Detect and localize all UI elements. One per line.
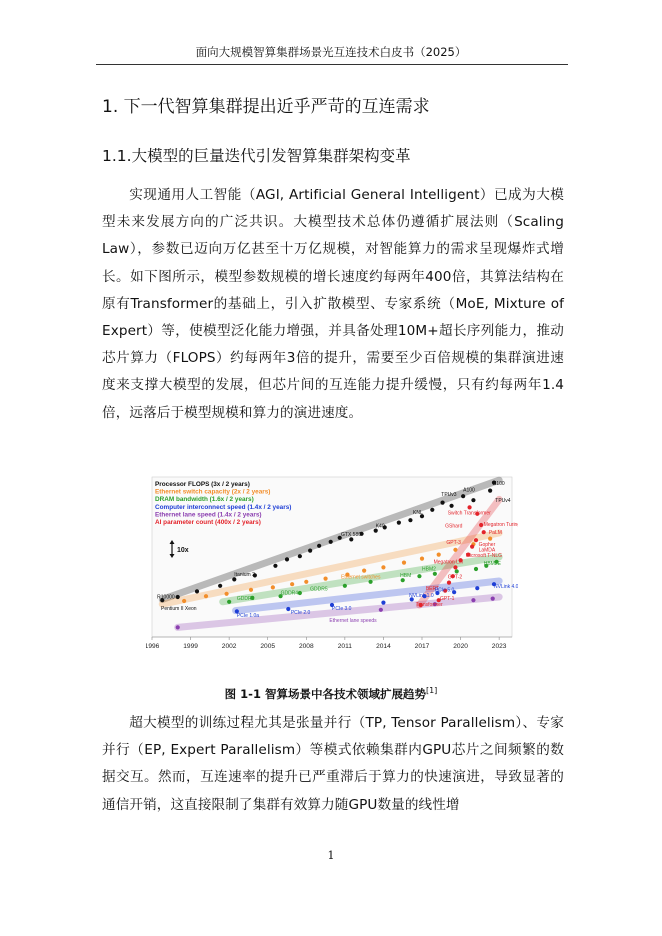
x-tick-label: 2011 — [337, 643, 352, 650]
x-tick-label: 2017 — [414, 643, 430, 650]
data-point — [402, 561, 406, 565]
point-label: BERT — [425, 585, 440, 592]
point-label: NVLink 1.0 — [409, 593, 434, 599]
data-point — [271, 585, 275, 589]
legend-entry: Ethernet switch capacity (2x / 2 years) — [155, 488, 271, 496]
point-label: TPUv3 — [441, 492, 457, 499]
legend-entry: Ethernet lane speed (1.4x / 2 years) — [155, 511, 262, 519]
x-tick-label: 1996 — [146, 643, 160, 650]
data-point — [437, 553, 441, 557]
point-label: GPT-2 — [447, 574, 463, 581]
point-label: PCIe 2.0 — [290, 609, 311, 616]
point-label: PaLM — [488, 529, 502, 536]
figure-chart — [146, 475, 518, 660]
point-label: NVLink 4.0 — [494, 584, 518, 591]
trend-chart — [146, 475, 518, 660]
data-point — [474, 538, 478, 542]
data-point — [204, 594, 208, 598]
point-label: PCIe 5.0 — [434, 587, 455, 594]
point-label: GPT-1 — [440, 596, 455, 603]
data-point — [195, 589, 199, 593]
data-point — [488, 489, 492, 493]
page-number: 1 — [327, 849, 335, 862]
point-label: K40 — [375, 523, 385, 530]
data-point — [286, 607, 290, 611]
data-point — [381, 601, 385, 605]
data-point — [224, 592, 228, 596]
data-point — [323, 577, 327, 581]
point-label: HBM — [400, 573, 412, 579]
data-point — [176, 625, 180, 629]
x-tick-label: 2005 — [260, 643, 276, 650]
x-tick-label: 2014 — [376, 643, 391, 650]
x-tick-label: 2002 — [221, 643, 237, 650]
point-label: Megatron Turing — [483, 521, 518, 528]
paragraph-1 — [102, 182, 564, 427]
point-label: Gopher — [478, 541, 496, 548]
point-label: Microsoft T-NLG — [465, 553, 503, 559]
running-header: 面向大规模智算集群场景光互连技术白皮书（2025） — [195, 45, 467, 59]
data-point — [488, 537, 492, 541]
point-label: Pentium II Xeon — [161, 605, 197, 612]
point-label: Itanium 2 — [234, 572, 255, 579]
point-label: Switch Transformer — [447, 510, 491, 517]
section-heading: 1. 下一代智算集群提出近乎严苛的互连需求 — [102, 97, 430, 117]
point-label: H100 — [492, 481, 505, 487]
data-point — [329, 540, 333, 544]
subsection-heading: 1.1.大模型的巨量迭代引发智算集群架构变革 — [102, 147, 411, 165]
data-point — [182, 599, 186, 603]
point-label: GTX 580 — [341, 532, 362, 539]
figure-caption — [0, 686, 662, 702]
data-point — [440, 501, 444, 505]
data-point — [482, 530, 486, 534]
x-tick-label: 1999 — [183, 643, 198, 650]
point-label: PCIe 3.0 — [332, 605, 352, 612]
legend-entry: AI parameter count (400x / 2 years) — [155, 519, 261, 526]
data-point — [455, 569, 459, 573]
data-point — [475, 586, 479, 590]
data-point — [430, 508, 434, 512]
data-point — [420, 557, 424, 561]
point-label: KNL — [413, 509, 423, 516]
scale-marker-label: 10x — [177, 547, 189, 554]
point-label: Megatron LM — [433, 559, 464, 566]
data-point — [362, 569, 366, 573]
point-label: GDDR5 — [310, 586, 328, 593]
point-label: R10000 — [157, 594, 175, 601]
data-point — [417, 574, 421, 578]
data-point — [249, 588, 253, 592]
data-point — [379, 608, 383, 612]
data-point — [474, 567, 478, 571]
data-point — [298, 554, 302, 558]
data-point — [397, 521, 401, 525]
data-point — [308, 549, 312, 553]
data-point — [447, 581, 451, 585]
data-point — [491, 597, 495, 601]
data-point — [471, 498, 475, 502]
data-point — [343, 584, 347, 588]
data-point — [304, 580, 308, 584]
legend-entry: Processor FLOPS (3x / 2 years) — [155, 481, 250, 488]
paragraph-2 — [102, 710, 564, 819]
legend-entry: DRAM bandwidth (1.6x / 2 years) — [155, 496, 254, 504]
point-label: GDDR3 — [236, 596, 255, 603]
data-point — [453, 565, 457, 569]
point-label: GShard — [445, 523, 463, 530]
point-label: Transformer — [415, 601, 443, 608]
paragraph-1-text: 实现通用人工智能（AGI, Artificial General Intelligent）已成为大模型未来发展方向的广泛共识。大模型技术总体仍遵循扩展法则（Scaling Law），参数已迈向万亿甚至十万亿规模，对智能算力的需求呈现爆炸式增长。如下图所示，模型参数规模的增长速度约每两年400倍，其算法结构在原有Transformer的基础上，引入扩散模型、专家系统（MoE, Mixture of Expert）等，使模型泛化能力增强，并具备处理10M+超长序列能力，推动芯片算力（FLOPS）约每两年3倍的提升，需要至少百倍规模的集群演进速度来支撑大模型的发展，但芯片间的互连能力提升缓慢，只有约每两年1.4倍，远落后于模型规模和算力的演进速度。 — [102, 187, 564, 421]
data-point — [471, 598, 475, 602]
data-point — [453, 548, 457, 552]
data-point — [470, 545, 474, 549]
point-label: Ethernet switches — [341, 574, 381, 581]
x-tick-label: 2020 — [453, 643, 468, 650]
data-point — [479, 523, 483, 527]
data-point — [218, 584, 222, 588]
figure-caption-ref: [1] — [425, 686, 438, 696]
point-label: Ethernet lane speeds — [329, 617, 377, 624]
x-tick-label: 2023 — [491, 643, 507, 650]
figure-caption-text: 图 1-1 智算场景中各技术领域扩展趋势 — [224, 687, 426, 701]
data-point — [176, 595, 180, 599]
data-point — [317, 544, 321, 548]
data-point — [227, 600, 231, 604]
point-label: HBM2 — [422, 566, 436, 573]
data-point — [408, 518, 412, 522]
point-label: A100 — [463, 487, 475, 494]
legend-entry: Computer interconnect speed (1.4x / 2 years) — [155, 503, 292, 511]
point-label: TPUv4 — [495, 497, 511, 504]
data-point — [298, 591, 302, 595]
point-label: GPT-3 — [446, 540, 461, 547]
data-point — [285, 557, 289, 561]
x-tick-label: 2008 — [298, 643, 314, 650]
paragraph-2-text: 超大模型的训练过程尤其是张量并行（TP, Tensor Parallelism）、专家并行（EP, Expert Parallelism）等模式依赖集群内GPU芯片之间频繁的数据交互。然而，互连速率的提升已严重滞后于算力的快速演进，导致显著的通信开销，这直接限制了集群有效算力随GPU数量的线性增 — [102, 715, 564, 813]
data-point — [273, 564, 277, 568]
data-point — [449, 504, 453, 508]
point-label: PCIe 1.0a — [236, 613, 260, 619]
data-point — [461, 494, 465, 498]
data-point — [381, 565, 385, 569]
data-point — [290, 582, 294, 586]
point-label: GDDR4 — [280, 590, 299, 597]
point-label: HBM2E — [483, 561, 501, 567]
header-rule — [96, 64, 568, 65]
point-label: LaMDA — [478, 547, 496, 554]
data-point — [467, 505, 471, 509]
